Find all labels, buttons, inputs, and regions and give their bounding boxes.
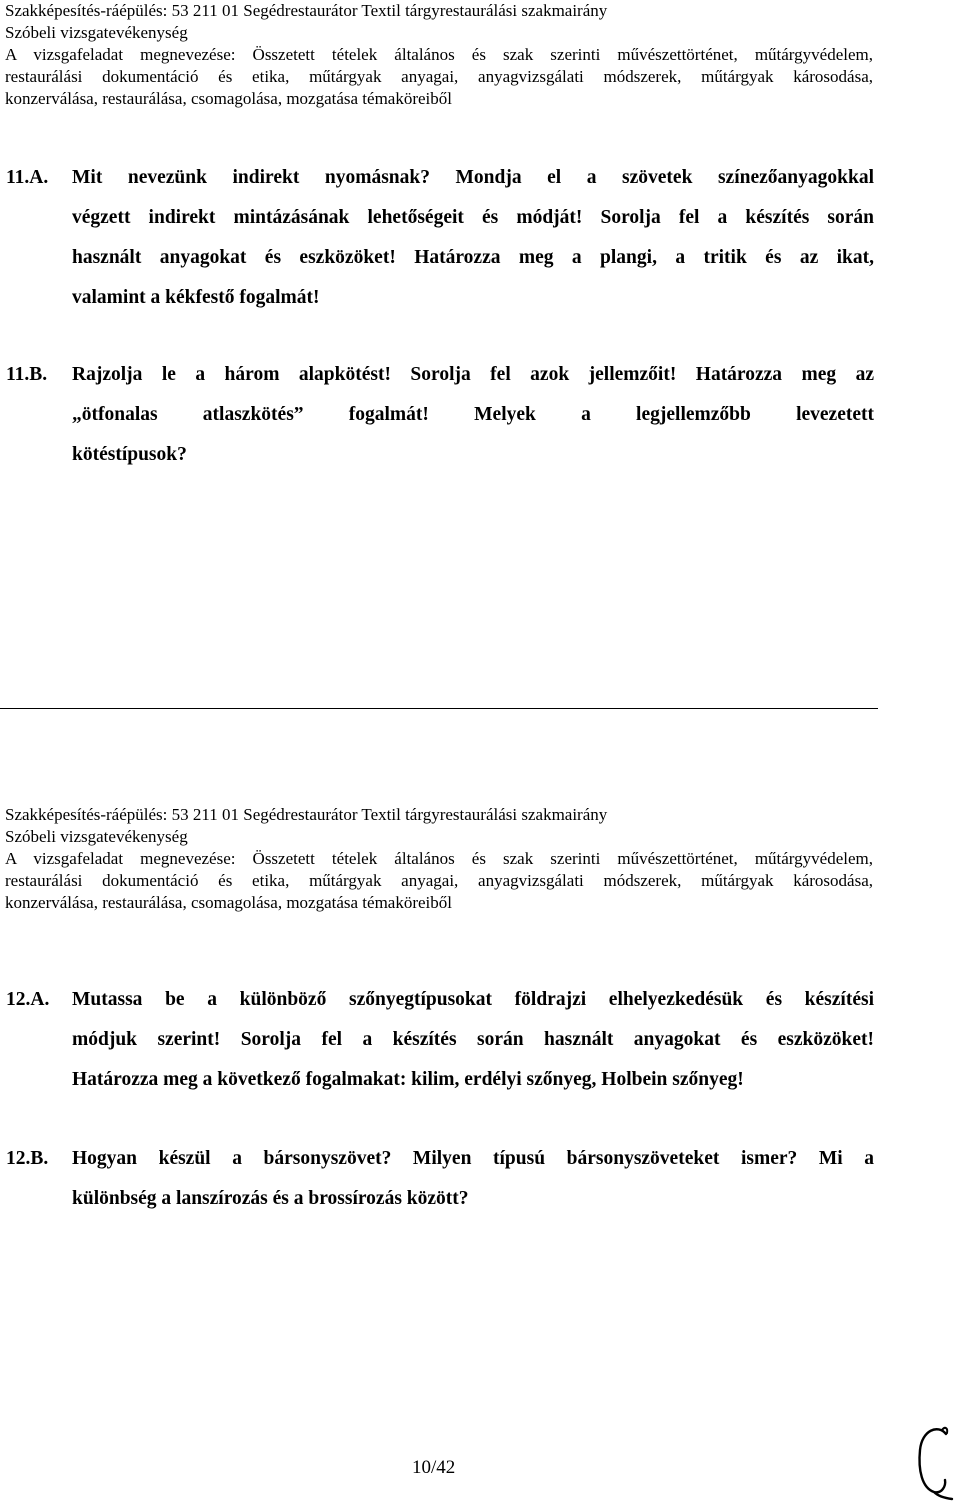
header-task-line3: konzerválása, restaurálása, csomagolása, mozgatása témaköreiből (5, 89, 452, 108)
question-text-line: Határozza meg a következő fogalmakat: kilim, erdélyi szőnyeg, Holbein szőnyeg! (72, 1069, 744, 1090)
question-number: 11.A. (6, 167, 49, 188)
question-text-line: végzett indirekt mintázásának lehetőségeit és módját! Sorolja fel a készítés során (72, 207, 874, 228)
question-12b (6, 1139, 874, 1219)
page-break-rule (0, 708, 878, 709)
question-text-line: Rajzolja le a három alapkötést! Sorolja fel azok jellemzőit! Határozza meg az (72, 364, 874, 385)
header-exam-type: Szóbeli vizsgatevékenység (5, 827, 188, 846)
question-text-line: Hogyan készül a bársonyszövet? Milyen típusú bársonyszöveteket ismer? Mi a (72, 1148, 874, 1169)
header-task-line2: restaurálási dokumentáció és etika, műtárgyak anyagai, anyagvizsgálati módszerek, műtárgyak károsodása, (5, 67, 873, 86)
question-text-line: módjuk szerint! Sorolja fel a készítés során használt anyagokat és eszközöket! (72, 1029, 874, 1050)
header-task-line3: konzerválása, restaurálása, csomagolása, mozgatása témaköreiből (5, 893, 452, 912)
header-exam-type: Szóbeli vizsgatevékenység (5, 23, 188, 42)
header-task-line1: A vizsgafeladat megnevezése: Összetett tételek általános és szak szerinti művészettörténet, műtárgyvédelem, (5, 849, 873, 868)
page-number: 10/42 (412, 1457, 456, 1478)
header-task-line1: A vizsgafeladat megnevezése: Összetett tételek általános és szak szerinti művészettörténet, műtárgyvédelem, (5, 45, 873, 64)
question-number: 12.B. (6, 1148, 49, 1169)
question-text-line: „ötfonalas atlaszkötés” fogalmát! Melyek a legjellemzőbb levezetett (72, 404, 874, 425)
question-12a (6, 980, 874, 1100)
question-text-line: Mutassa be a különböző szőnyegtípusokat földrajzi elhelyezkedésük és készítési (72, 989, 874, 1010)
header-task-line2: restaurálási dokumentáció és etika, műtárgyak anyagai, anyagvizsgálati módszerek, műtárgyak károsodása, (5, 871, 873, 890)
question-11b (6, 355, 874, 475)
question-text-line: kötéstípusok? (72, 444, 187, 465)
page-header-top (5, 0, 873, 110)
page-header-bottom (5, 804, 873, 914)
question-11a (6, 158, 874, 318)
header-qualification: Szakképesítés-ráépülés: 53 211 01 Segédrestaurátor Textil tárgyrestaurálási szakmairány (5, 805, 608, 824)
question-text-line: valamint a kékfestő fogalmát! (72, 287, 320, 308)
question-number: 12.A. (6, 989, 50, 1010)
header-qualification: Szakképesítés-ráépülés: 53 211 01 Segédrestaurátor Textil tárgyrestaurálási szakmairány (5, 1, 608, 20)
question-text-line: különbség a lanszírozás és a brossírozás között? (72, 1188, 469, 1209)
signature-icon (912, 1420, 956, 1502)
question-text-line: használt anyagokat és eszközöket! Határozza meg a plangi, a tritik és az ikat, (72, 247, 874, 268)
question-text-line: Mit nevezünk indirekt nyomásnak? Mondja el a szövetek színezőanyagokkal (72, 167, 874, 188)
question-number: 11.B. (6, 364, 48, 385)
